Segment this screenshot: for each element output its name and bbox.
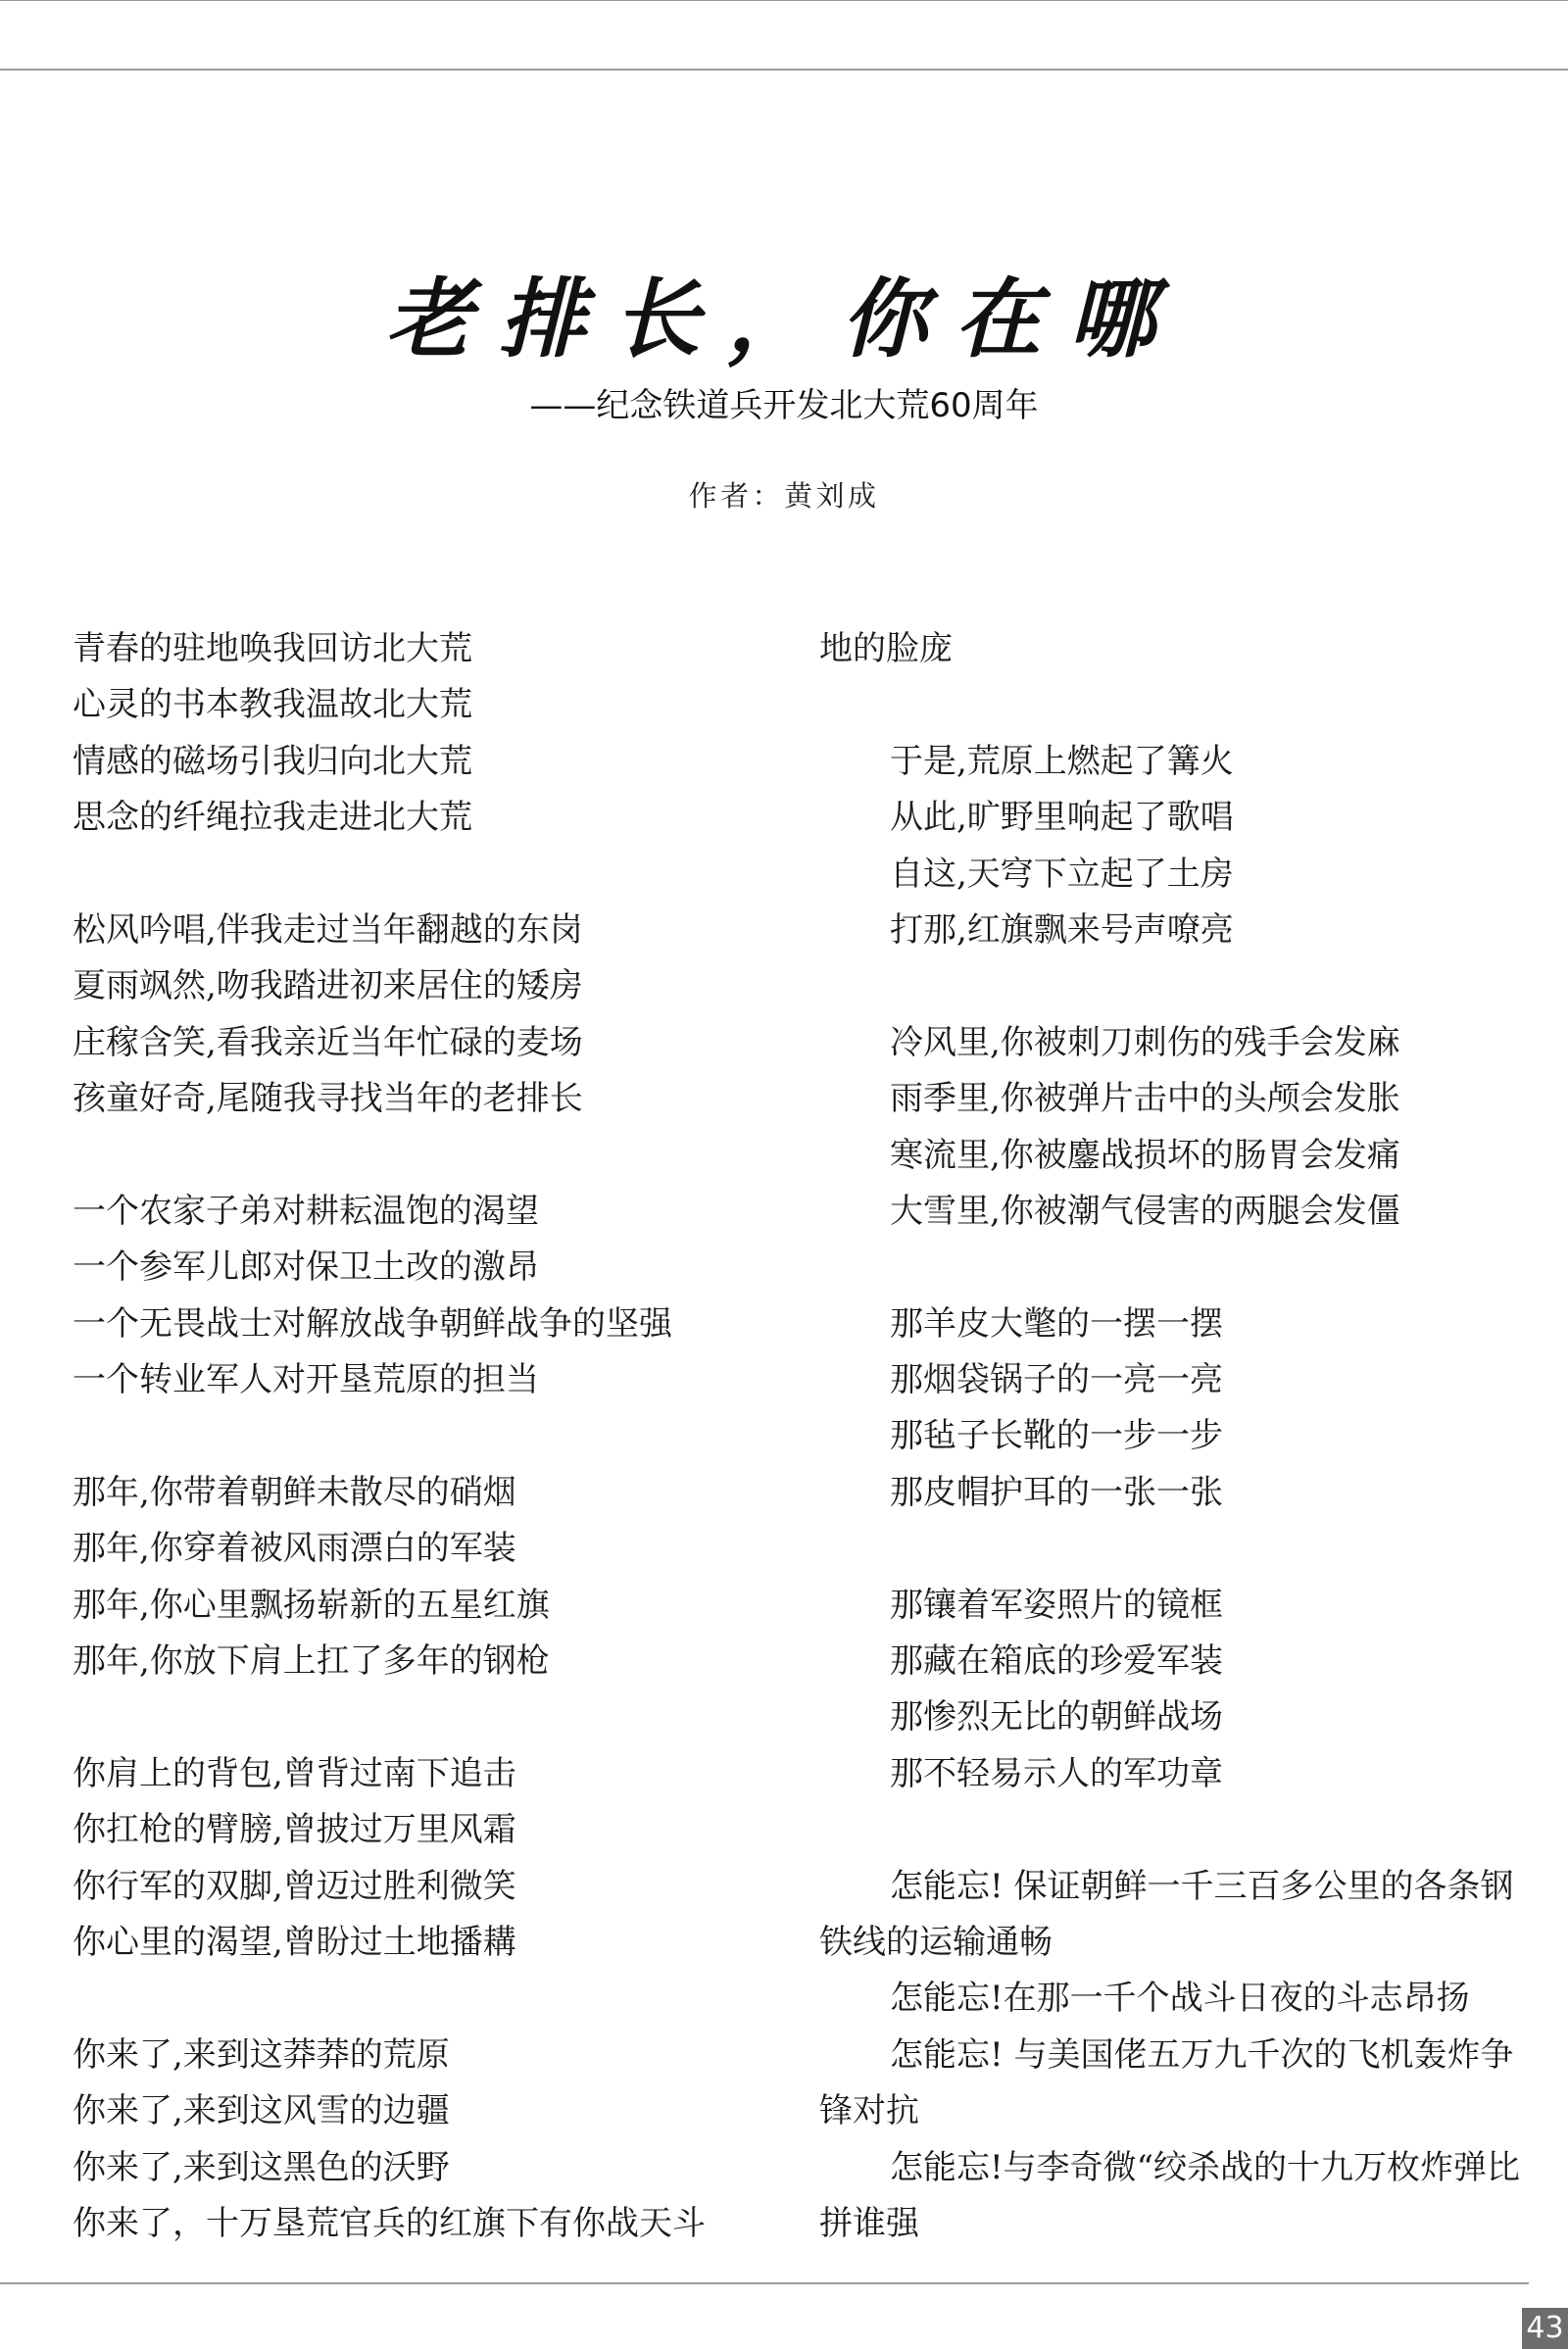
- poem-line: 怎能忘! 保证朝鲜一千三百多公里的各条钢: [890, 1866, 1514, 1906]
- poem-line: 那藏在箱底的珍爱军装: [890, 1641, 1223, 1682]
- stanza-gap: [819, 1240, 1568, 1296]
- poem-line: 你行军的双脚,曾迈过胜利微笑: [73, 1866, 516, 1906]
- poem-line: 拼谁强: [819, 2203, 919, 2243]
- article-title: 老排长，你在哪: [385, 268, 1183, 369]
- poem-line: 你来了，十万垦荒官兵的红旗下有你战天斗: [73, 2203, 706, 2243]
- poem-line: 雨季里,你被弹片击中的头颅会发胀: [890, 1079, 1400, 1119]
- poem-line: 寒流里,你被鏖战损坏的肠胃会发痛: [890, 1135, 1400, 1175]
- poem-line: 冷风里,你被刺刀刺伤的残手会发麻: [890, 1022, 1400, 1062]
- poem-line: 从此,旷野里响起了歌唱: [890, 798, 1234, 838]
- stanza-gap: [73, 1971, 827, 2027]
- poem-line: 松风吟唱,伴我走过当年翻越的东岗: [73, 909, 583, 950]
- poem-line: 心灵的书本教我温故北大荒: [73, 685, 472, 725]
- poem-line: 一个转业军人对开垦荒原的担当: [73, 1360, 539, 1400]
- poem-line: 思念的纤绳拉我走进北大荒: [73, 798, 472, 838]
- stanza-gap: [73, 1689, 827, 1745]
- poem-line: 那年,你放下肩上扛了多年的钢枪: [73, 1641, 550, 1682]
- poem-line: 青春的驻地唤我回访北大荒: [73, 629, 472, 668]
- header-rule: [0, 69, 1568, 71]
- poem-line: 你来了,来到这黑色的沃野: [73, 2147, 450, 2187]
- stanza-gap: [819, 677, 1568, 733]
- poem-line: 情感的磁场引我归向北大荒: [73, 741, 472, 781]
- poem-line: 一个农家子弟对耕耘温饱的渴望: [73, 1191, 539, 1231]
- poem-line: 那年,你穿着被风雨漂白的军装: [73, 1529, 516, 1569]
- poem-line: 怎能忘!与李奇微“绞杀战的十九万枚炸弹比: [890, 2147, 1521, 2187]
- poem-line: 那年,你心里飘扬崭新的五星红旗: [73, 1585, 550, 1625]
- poem-line: 于是,荒原上燃起了篝火: [890, 741, 1234, 781]
- footer-rule: [0, 2282, 1529, 2284]
- stanza-gap: [819, 1521, 1568, 1577]
- poem-line: 那年,你带着朝鲜未散尽的硝烟: [73, 1472, 516, 1512]
- stanza-gap: [819, 1802, 1568, 1858]
- poem-line: 锋对抗: [819, 2091, 919, 2131]
- article-author: 作者：黄刘成: [688, 479, 880, 513]
- stanza-gap: [73, 847, 827, 903]
- poem-line: 那烟袋锅子的一亮一亮: [890, 1360, 1223, 1400]
- poem-right-column: [819, 621, 1568, 2252]
- top-rule: [0, 0, 1568, 1]
- poem-line: 铁线的运输通畅: [819, 1922, 1053, 1962]
- poem-line: 大雪里,你被潮气侵害的两腿会发僵: [890, 1191, 1400, 1231]
- poem-line: 夏雨飒然,吻我踏进初来居住的矮房: [73, 966, 583, 1006]
- poem-line: 打那,红旗飘来号声嘹亮: [890, 909, 1234, 950]
- article-subtitle: ——纪念铁道兵开发北大荒60周年: [529, 386, 1039, 425]
- poem-line: 一个参军儿郎对保卫土改的激昂: [73, 1248, 539, 1288]
- poem-line: 孩童好奇,尾随我寻找当年的老排长: [73, 1079, 583, 1119]
- poem-line: 怎能忘!在那一千个战斗日夜的斗志昂扬: [890, 1979, 1470, 2019]
- poem-line: 那惨烈无比的朝鲜战场: [890, 1697, 1223, 1737]
- poem-line: 地的脸庞: [819, 629, 953, 668]
- poem-line: 庄稼含笑,看我亲近当年忙碌的麦场: [73, 1022, 583, 1062]
- poem-line: 那不轻易示人的军功章: [890, 1753, 1223, 1793]
- poem-line: 那毡子长靴的一步一步: [890, 1416, 1223, 1456]
- poem-line: 怎能忘! 与美国佬五万九千次的飞机轰炸争: [890, 2034, 1514, 2075]
- poem-line: 你来了,来到这风雪的边疆: [73, 2091, 450, 2131]
- poem-line: 自这,天穹下立起了土房: [890, 854, 1234, 894]
- poem-line: 那羊皮大氅的一摆一摆: [890, 1303, 1223, 1344]
- poem-line: 一个无畏战士对解放战争朝鲜战争的坚强: [73, 1303, 672, 1344]
- poem-line: 你肩上的背包,曾背过南下追击: [73, 1753, 516, 1793]
- stanza-gap: [819, 958, 1568, 1014]
- poem-line: 你来了,来到这莽莽的荒原: [73, 2034, 450, 2075]
- poem-left-column: [73, 621, 827, 2252]
- page-number: 43: [1522, 2308, 1568, 2349]
- poem-line: 那皮帽护耳的一张一张: [890, 1472, 1223, 1512]
- poem-line: 你心里的渴望,曾盼过土地播耩: [73, 1922, 516, 1962]
- poem-line: 那镶着军姿照片的镜框: [890, 1585, 1223, 1625]
- stanza-gap: [73, 1408, 827, 1464]
- stanza-gap: [73, 1128, 827, 1184]
- poem-line: 你扛枪的臂膀,曾披过万里风霜: [73, 1810, 516, 1850]
